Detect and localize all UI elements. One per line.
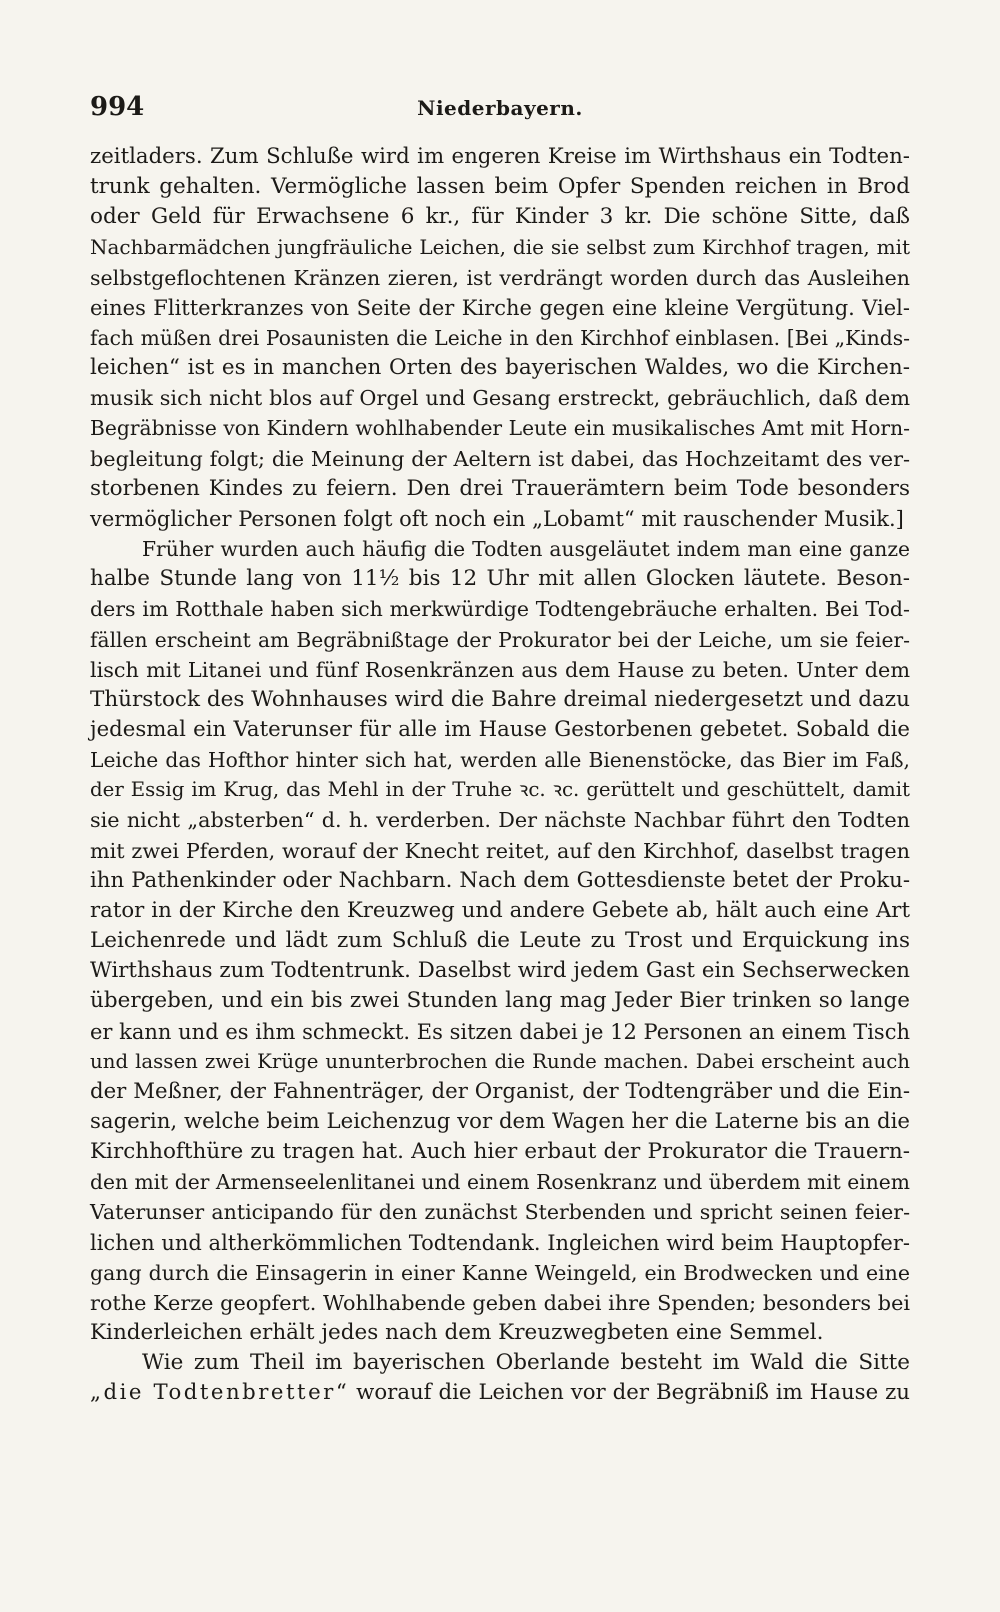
text-line: Thürstock des Wohnhauses wird die Bahre dreimal niedergesetzt und dazu (90, 686, 910, 712)
spaced-term: „die Todtenbretter“ (90, 1380, 350, 1406)
text-fragment: worauf die Leichen vor der Begräbniß im Hause zu (349, 1380, 910, 1406)
text-line: fällen erscheint am Begräbnißtage der Prokurator bei der Leiche, um sie feier- (90, 627, 910, 652)
text-line: eines Flitterkranzes von Seite der Kirche gegen eine kleine Vergütung. Viel- (90, 295, 910, 320)
text-line: mit zwei Pferden, worauf der Knecht reitet, auf den Kirchhof, daselbst tragen (90, 838, 910, 863)
text-line: begleitung folgt; die Meinung der Aeltern ist dabei, das Hochzeitamt des ver- (90, 446, 910, 471)
text-line: Wie zum Theil im bayerischen Oberlande besteht im Wald die Sitte (142, 1350, 910, 1376)
text-line: fach müßen drei Posaunisten die Leiche in den Kirchhof einblasen. [Bei „Kinds- (90, 325, 910, 350)
paragraph (90, 1348, 910, 1408)
text-line: Nachbarmädchen jungfräuliche Leichen, die sie selbst zum Kirchhof tragen, mit (90, 235, 910, 260)
text-line: vermöglicher Personen folgt oft noch ein „Lobamt“ mit rauschender Musik.] (90, 506, 904, 531)
text-line: und lassen zwei Krüge ununterbrochen die Runde machen. Dabei erscheint auch (90, 1049, 910, 1073)
text-line: selbstgeflochtenen Kränzen zieren, ist verdrängt worden durch das Ausleihen (90, 265, 910, 290)
text-line: lisch mit Litanei und fünf Rosenkränzen aus dem Hause zu beten. Unter dem (90, 657, 910, 682)
page-number: 994 (90, 92, 145, 122)
text-line: musik sich nicht blos auf Orgel und Gesang erstreckt, gebräuchlich, daß dem (90, 386, 910, 411)
text-line: rator in der Kirche den Kreuzweg und andere Gebete ab, hält auch eine Art (90, 897, 910, 923)
text-line: ders im Rotthale haben sich merkwürdige Todtengebräuche erhalten. Bei Tod- (90, 597, 910, 622)
text-line: halbe Stunde lang von 11½ bis 12 Uhr mit allen Glocken läutete. Beson- (90, 566, 910, 592)
text-line: übergeben, und ein bis zwei Stunden lang mag Jeder Bier trinken so lange (90, 988, 910, 1014)
text-line: Kirchhofthüre zu tragen hat. Auch hier erbaut der Prokurator die Trauern- (90, 1139, 910, 1165)
text-line: oder Geld für Erwachsene 6 kr., für Kinder 3 kr. Die schöne Sitte, daß (90, 204, 910, 230)
paragraph (90, 142, 910, 534)
text-line: Begräbnisse von Kindern wohlhabender Leute ein musikalisches Amt mit Horn- (90, 416, 910, 441)
text-line: lichen und altherkömmlichen Todtendank. Ingleichen wird beim Hauptopfer- (90, 1230, 910, 1255)
text-line: Leichenrede und lädt zum Schluß die Leute zu Trost und Erquickung ins (90, 928, 910, 954)
text-line: der Essig im Krug, das Mehl in der Truhe ꝛc. ꝛc. gerüttelt und geschüttelt, damit (90, 778, 910, 802)
text-line: leichen“ ist es in manchen Orten des bayerischen Waldes, wo die Kirchen- (90, 355, 910, 381)
text-line: Früher wurden auch häufig die Todten ausgeläutet indem man eine ganze (142, 537, 910, 562)
text-line: rothe Kerze geopfert. Wohlhabende geben dabei ihre Spenden; besonders bei (90, 1290, 910, 1315)
text-line: sie nicht „absterben“ d. h. verderben. Der nächste Nachbar führt den Todten (90, 808, 910, 833)
text-line: Vaterunser anticipando für den zunächst Sterbenden und spricht seinen feier- (90, 1200, 910, 1225)
text-line: Kinderleichen erhält jedes nach dem Kreuzwegbeten eine Semmel. (90, 1320, 824, 1346)
text-line: er kann und es ihm schmeckt. Es sitzen dabei je 12 Personen an einem Tisch (90, 1019, 910, 1044)
text-line: der Meßner, der Fahnenträger, der Organist, der Todtengräber und die Ein- (90, 1078, 910, 1104)
text-line: storbenen Kindes zu feiern. Den drei Trauerämtern beim Tode besonders (90, 475, 910, 501)
text-line: ihn Pathenkinder oder Nachbarn. Nach dem Gottesdienste betet der Proku- (90, 867, 910, 893)
text-line: trunk gehalten. Vermögliche lassen beim Opfer Spenden reichen in Brod (90, 174, 910, 200)
text-line: sagerin, welche beim Leichenzug vor dem Wagen her die Laterne bis an die (90, 1109, 910, 1134)
text-line: Leiche das Hofthor hinter sich hat, werden alle Bienenstöcke, das Bier im Faß, (90, 748, 910, 773)
text-line: den mit der Armenseelenlitanei und einem Rosenkranz und überdem mit einem (90, 1170, 910, 1195)
text-line (90, 1378, 910, 1408)
text-line: zeitladers. Zum Schluße wird im engeren Kreise im Wirthshaus ein Todten- (90, 144, 910, 169)
body-text (90, 142, 910, 1409)
running-head: Niederbayern. (417, 96, 583, 120)
text-line: gang durch die Einsagerin in einer Kanne Weingeld, ein Brodwecken und eine (90, 1260, 910, 1285)
paragraph (90, 534, 910, 1348)
page-header (90, 92, 910, 126)
text-line: jedesmal ein Vaterunser für alle im Hause Gestorbenen gebetet. Sobald die (90, 716, 910, 742)
text-line: Wirthshaus zum Todtentrunk. Daselbst wird jedem Gast ein Sechserwecken (90, 958, 910, 984)
